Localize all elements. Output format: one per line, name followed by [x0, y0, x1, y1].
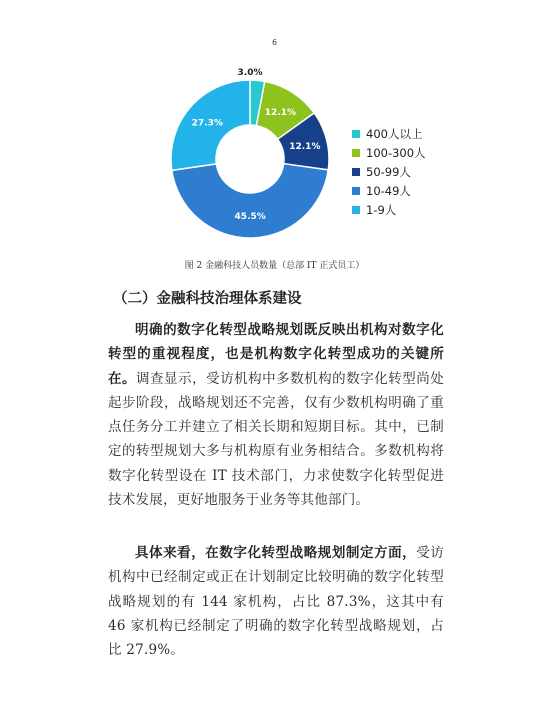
legend-swatch — [352, 130, 360, 138]
paragraph-1-lead: 明确的数字化转型战略规划既反映出机构对数字化转型的重视程度，也是机构数字化转型成功的关键所在。 — [108, 322, 444, 387]
legend-item-50-99 — [352, 162, 426, 181]
paragraph-2-lead: 具体来看，在数字化转型战略规划制定方面， — [135, 545, 417, 561]
legend-swatch — [352, 149, 360, 157]
chart-legend — [352, 124, 426, 219]
slice-label: 12.1% — [264, 107, 297, 118]
page-number: 6 — [271, 38, 278, 47]
slice-label: 12.1% — [289, 141, 321, 152]
slice-label: 45.5% — [234, 211, 266, 222]
legend-item-10-49 — [352, 181, 426, 200]
legend-swatch — [352, 206, 360, 214]
section-heading: （二）金融科技治理体系建设 — [113, 291, 302, 307]
legend-label: 400人以上 — [366, 126, 423, 141]
slice-label: 27.3% — [191, 118, 223, 129]
legend-label: 10-49人 — [366, 183, 411, 198]
donut-chart — [170, 68, 330, 240]
legend-swatch — [352, 187, 360, 195]
legend-item-100-300 — [352, 143, 426, 162]
paragraph-1 — [108, 318, 444, 512]
legend-swatch — [352, 168, 360, 176]
slice-10-49 — [172, 164, 328, 238]
legend-label: 50-99人 — [366, 164, 411, 179]
legend-label: 1-9人 — [366, 202, 397, 217]
paragraph-2 — [108, 541, 444, 662]
legend-label: 100-300人 — [366, 145, 426, 160]
figure-caption: 图 2 金融科技人员数量（总部 IT 正式员工） — [184, 261, 365, 271]
paragraph-2-body: 受访机构中已经制定或正在计划制定比较明确的数字化转型战略规划的有 144 家机构，占比 87.3%，这其中有 46 家机构已经制定了明确的数字化转型战略规划，占比 27.9%。 — [108, 545, 445, 659]
slice-label: 3.0% — [237, 68, 263, 78]
paragraph-1-body: 调查显示，受访机构中多数机构的数字化转型尚处起步阶段，战略规划还不完善，仅有少数机构明确了重点任务分工并建立了相关长期和短期目标。其中，已制定的转型规划大多与机构原有业务相结合。多数机构将数字化转型设在 IT 技术部门，力求使数字化转型促进技术发展，更好地服务于业务等其他部门。 — [108, 370, 445, 509]
legend-item-1-9 — [352, 200, 426, 219]
legend-item-400-plus — [352, 124, 426, 143]
